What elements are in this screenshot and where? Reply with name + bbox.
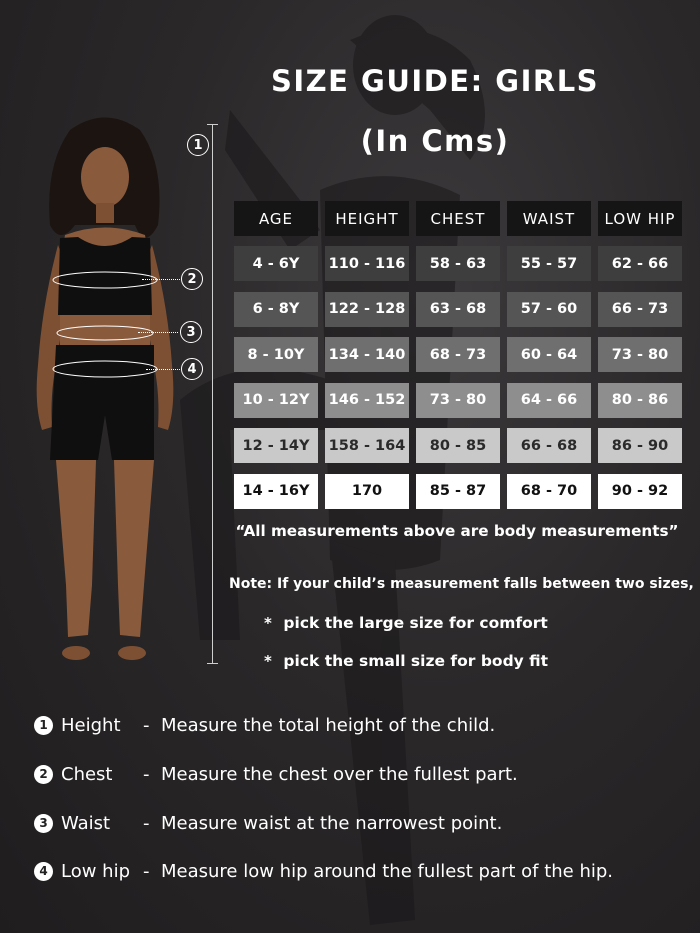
page-title: SIZE GUIDE: GIRLS — [270, 64, 600, 98]
legend-label: Chest — [61, 763, 113, 785]
table-cell-age: 4 - 6Y — [234, 246, 318, 281]
legend-height — [34, 712, 495, 738]
between-sizes-note: Note: If your child’s measurement falls between two sizes, — [229, 576, 694, 592]
table-cell-height: 134 - 140 — [325, 337, 409, 372]
table-cell-age: 8 - 10Y — [234, 337, 318, 372]
bullet-star: * — [264, 652, 272, 670]
table-cell-chest: 80 - 85 — [416, 428, 500, 463]
height-ruler — [212, 124, 213, 664]
tip-small-size — [264, 652, 548, 670]
table-cell-low-hip: 80 - 86 — [598, 383, 682, 418]
legend-label: Low hip — [61, 860, 131, 882]
chest-marker: 2 — [181, 268, 203, 290]
ruler-bottom-tick — [207, 663, 218, 664]
legend-waist — [34, 810, 502, 836]
table-cell-chest: 68 - 73 — [416, 337, 500, 372]
table-cell-waist: 68 - 70 — [507, 474, 591, 509]
table-header-low-hip: LOW HIP — [598, 201, 682, 236]
legend-description: Measure low hip around the fullest part of the hip. — [161, 860, 614, 882]
legend-label: Waist — [61, 812, 111, 834]
table-cell-age: 14 - 16Y — [234, 474, 318, 509]
legend-separator: - — [143, 812, 150, 834]
ruler-top-tick — [207, 124, 218, 125]
table-cell-low-hip: 90 - 92 — [598, 474, 682, 509]
hip-marker: 4 — [181, 358, 203, 380]
table-cell-height: 110 - 116 — [325, 246, 409, 281]
legend-description: Measure waist at the narrowest point. — [161, 812, 503, 834]
page-subtitle: (In Cms) — [360, 124, 510, 158]
bullet-star: * — [264, 614, 272, 632]
table-cell-low-hip: 62 - 66 — [598, 246, 682, 281]
size-table — [234, 201, 682, 509]
legend-separator: - — [143, 860, 150, 882]
waist-leader-line — [138, 332, 178, 333]
waist-marker: 3 — [180, 321, 202, 343]
table-header-age: AGE — [234, 201, 318, 236]
table-cell-waist: 60 - 64 — [507, 337, 591, 372]
legend-description: Measure the chest over the fullest part. — [161, 763, 518, 785]
table-cell-chest: 58 - 63 — [416, 246, 500, 281]
legend-low-hip — [34, 858, 613, 884]
table-cell-height: 158 - 164 — [325, 428, 409, 463]
legend-separator: - — [143, 763, 150, 785]
legend-chest — [34, 761, 518, 787]
table-cell-height: 170 — [325, 474, 409, 509]
legend-label: Height — [61, 714, 121, 736]
table-cell-low-hip: 86 - 90 — [598, 428, 682, 463]
table-cell-waist: 66 - 68 — [507, 428, 591, 463]
hip-leader-line — [146, 369, 180, 370]
table-cell-height: 146 - 152 — [325, 383, 409, 418]
chest-leader-line — [142, 279, 180, 280]
table-cell-chest: 63 - 68 — [416, 292, 500, 327]
tip-large-size-text: pick the large size for comfort — [283, 614, 548, 632]
legend-description: Measure the total height of the child. — [161, 714, 496, 736]
table-cell-low-hip: 66 - 73 — [598, 292, 682, 327]
table-cell-height: 122 - 128 — [325, 292, 409, 327]
tip-large-size — [264, 614, 548, 632]
legend-number: 3 — [34, 814, 53, 833]
table-cell-low-hip: 73 - 80 — [598, 337, 682, 372]
table-cell-age: 6 - 8Y — [234, 292, 318, 327]
table-cell-chest: 85 - 87 — [416, 474, 500, 509]
table-cell-waist: 64 - 66 — [507, 383, 591, 418]
table-header-chest: CHEST — [416, 201, 500, 236]
height-marker: 1 — [187, 134, 209, 156]
table-header-height: HEIGHT — [325, 201, 409, 236]
table-cell-waist: 55 - 57 — [507, 246, 591, 281]
table-cell-age: 12 - 14Y — [234, 428, 318, 463]
tip-small-size-text: pick the small size for body fit — [283, 652, 549, 670]
legend-number: 4 — [34, 862, 53, 881]
legend-number: 2 — [34, 765, 53, 784]
table-cell-chest: 73 - 80 — [416, 383, 500, 418]
table-header-waist: WAIST — [507, 201, 591, 236]
table-cell-age: 10 - 12Y — [234, 383, 318, 418]
table-cell-waist: 57 - 60 — [507, 292, 591, 327]
legend-separator: - — [143, 714, 150, 736]
legend-number: 1 — [34, 716, 53, 735]
girl-model-illustration — [20, 115, 190, 670]
measurement-note: “All measurements above are body measurements” — [235, 522, 679, 540]
